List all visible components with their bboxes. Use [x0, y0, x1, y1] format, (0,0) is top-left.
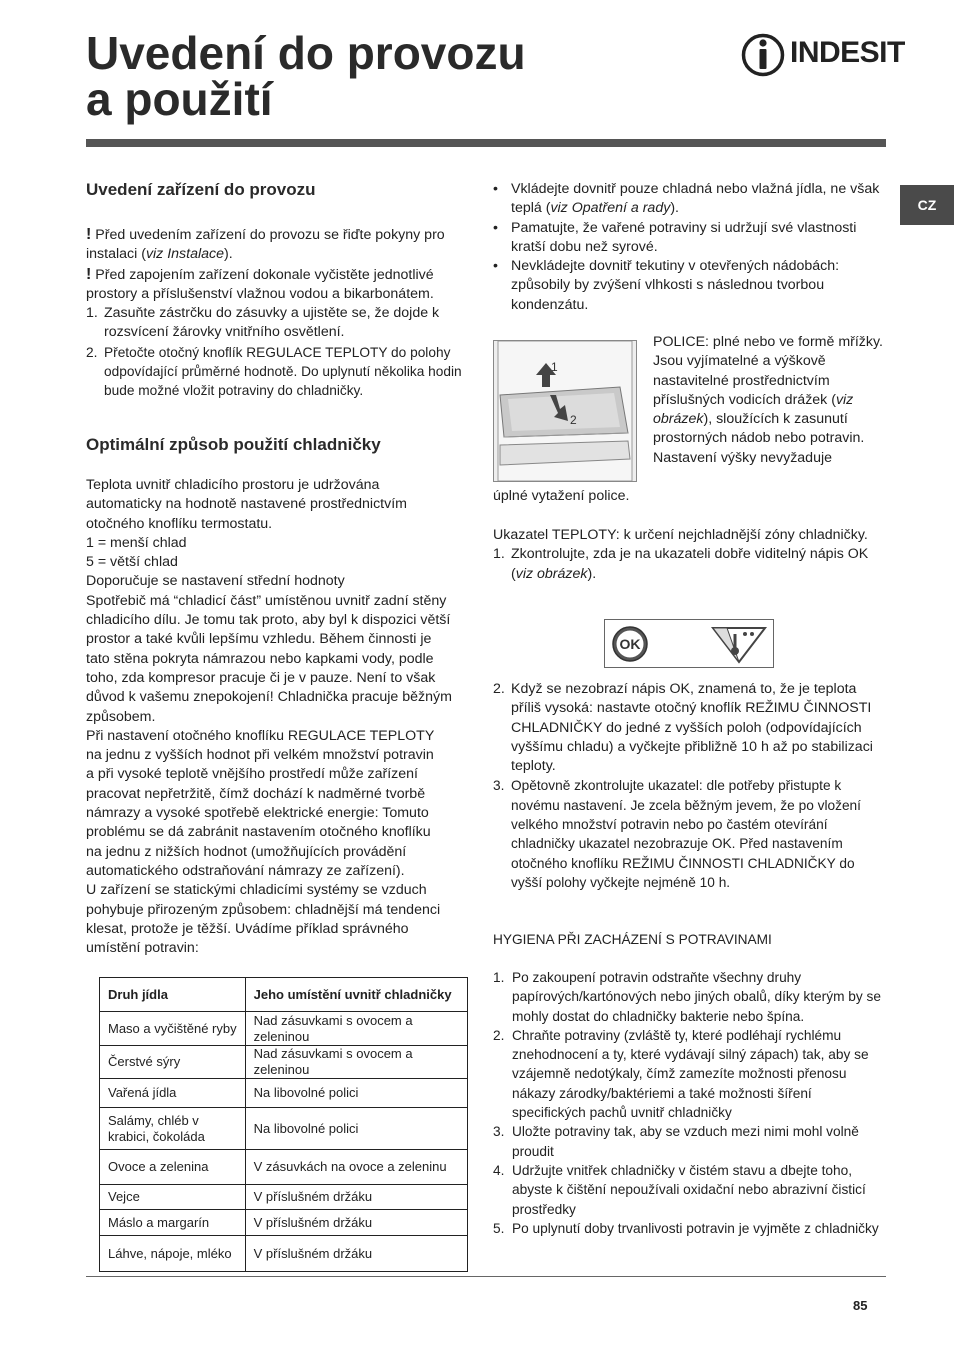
police-text [653, 333, 885, 468]
hygiene-item: 2. Chraňte potraviny (zvláště ty, které podléhají rychlému znehodnocení a ty, které vydávají silný zápach) tak, aby se vzájemně nedotýkaly, čímž zamezíte možnosti přenosu nákazy zárodky/baktériemi a také možnosti šíření specifických pachů uvnitř chladničky [493, 1027, 869, 1121]
table-cell: Na libovolné polici [245, 1079, 467, 1108]
usage-text-line: 1 = menší chlad [86, 534, 187, 551]
startup-step-2: 2. Přetočte otočný knoflík REGULACE TEPLOTY do polohy odpovídající průměrné hodnotě. Do uplynutí několika hodin bude možné vložit potraviny do chladničky. [86, 344, 462, 399]
usage-text-line: automaticky na hodnotě nastavené prostřednictvím [86, 496, 407, 513]
usage-text-line: pohybuje přirozeným způsobem: chladnější má tendenci [86, 901, 441, 918]
ok-label: OK [619, 636, 641, 652]
table-cell: Láhve, nápoje, mléko [100, 1236, 246, 1272]
language-tab: CZ [900, 185, 954, 225]
usage-text [86, 476, 486, 958]
usage-text-line: toho, zda kompresor pracuje či je v pauze. Není to však [86, 669, 436, 686]
usage-text-line: Teplota uvnitř chladicího prostoru je udržována [86, 477, 380, 493]
table-cell: Vejce [100, 1185, 246, 1210]
hygiene-item: 4. Udržujte vnitřek chladničky v čistém stavu a dbejte toho, abyste k čištění nepoužívali oxidační nebo abrazivní čisticí prostředky [493, 1162, 866, 1217]
shelf-label-2: 2 [570, 413, 577, 427]
usage-text-line: a při vysoké teplotě vnějšího prostředí může zařízení [86, 766, 418, 783]
ok-badge [613, 627, 647, 661]
hygiene-item: 5. Po uplynutí doby trvanlivosti potravin je vyjměte z chladničky [493, 1220, 879, 1236]
table-cell: V příslušném držáku [245, 1236, 467, 1272]
indicator-step-1: 1. Zkontrolujte, zda je na ukazateli dobře viditelný nápis OK (viz obrázek). [493, 546, 869, 582]
usage-text-line: U zařízení se statickými chladicími systémy se vzduch [86, 882, 427, 899]
hygiene-item: 3. Uložte potraviny tak, aby se vzduch mezi nimi mohl volně proudit [493, 1124, 859, 1159]
thermometer-symbol-icon [713, 628, 765, 662]
indesit-logo [740, 32, 905, 80]
shelf-label-1: 1 [551, 360, 558, 374]
brand-name: INDESIT [790, 36, 905, 69]
police-line-b: Jsou vyjímatelné a výškově nastavitelné prostřednictvím příslušných vodicích drážek (viz obrázek), sloužících k zasunutí prostorných nádob nebo potravin. Nastavení výšky nevyžaduje [653, 353, 865, 466]
shelf-figure [493, 340, 637, 482]
table-row [100, 1236, 468, 1272]
usage-text-line: 5 = větší chlad [86, 554, 178, 571]
header-rule [86, 139, 886, 147]
warning-mark: ! [86, 265, 92, 283]
table-cell: Nad zásuvkami s ovocem a zeleninou [245, 1046, 467, 1079]
usage-text-line: Doporučuje se nastavení střední hodnoty [86, 573, 345, 590]
hygiene-list [493, 968, 885, 1238]
table-header-row [100, 978, 468, 1012]
usage-text-line: Spotřebič má “chladicí část” umístěnou uvnitř zadní stěny [86, 592, 447, 609]
police-line-d: úplné vytažení police. [493, 488, 630, 504]
tip-3: • Nevkládejte dovnitř tekutiny v otevřených nádobách: způsobily by zvýšení vlhkosti s následnou tvorbou kondenzátu. [493, 257, 885, 315]
tip-2: • Pamatujte, že vařené potraviny si udržují své vlastnosti kratší dobu než syrové. [493, 219, 885, 258]
warning-mark: ! [86, 226, 92, 243]
usage-text-line: námrazy a vysoké spotřebě elektrické energie: Tomuto [86, 805, 429, 822]
table-cell: Ovoce a zelenina [100, 1150, 246, 1185]
indicator-steps [493, 680, 885, 892]
usage-text-line: chladicího dílu. Je tomu tak proto, aby byl k dispozici větší [86, 612, 451, 629]
table-cell: Maso a vyčištěné ryby [100, 1012, 246, 1046]
table-row [100, 1046, 468, 1079]
table-header-cell: Druh jídla [100, 978, 246, 1012]
table-row [100, 1012, 468, 1046]
temperature-indicator-figure [604, 619, 774, 668]
table-row [100, 1185, 468, 1210]
usage-text-line: automatického odstraňování námrazy ze zařízení). [86, 862, 405, 879]
table-cell: Čerstvé sýry [100, 1046, 246, 1079]
usage-text-line: na jednu z vyšších hodnot při velkém množství potravin [86, 747, 434, 764]
table-cell: V příslušném držáku [245, 1210, 467, 1236]
page-title-line2: a použití [86, 73, 273, 125]
startup-step-1: 1. Zasuňte zástrčku do zásuvky a ujistěte se, že dojde k rozsvícení žárovky vnitřního osvětlení. [86, 305, 440, 341]
table-cell: Máslo a margarín [100, 1210, 246, 1236]
table-row [100, 1210, 468, 1236]
usage-text-line: tato stěna pokryta námrazou nebo kapkami vody, podle [86, 650, 434, 667]
indicator-intro: Ukazatel TEPLOTY: k určení nejchladnější zóny chladničky. [493, 527, 868, 543]
table-row [100, 1150, 468, 1185]
startup-text [86, 225, 482, 401]
page-number: 85 [853, 1298, 868, 1313]
warning-2: ! Před zapojením zařízení dokonale vyčistěte jednotlivé prostory a příslušenství vlažnou vodou a bikarbonátem. [86, 265, 434, 302]
table-row [100, 1079, 468, 1108]
police-line-a: POLICE: plné nebo ve formě mřížky. [653, 334, 883, 350]
usage-text-line: na jednu z nižších hodnot (umožňujících provádění [86, 843, 407, 860]
page-title [86, 27, 526, 125]
food-placement-table [99, 977, 468, 1272]
usage-text-line: problému se dá zabránit nastavením otočného knoflíku [86, 824, 431, 841]
page-title-line1: Uvedení do provozu [86, 27, 526, 79]
table-cell: Na libovolné polici [245, 1108, 467, 1150]
table-cell: Vařená jídla [100, 1079, 246, 1108]
footer-rule [86, 1276, 886, 1277]
usage-text-line: prostor a také kvůli lepšímu vzhledu. Během činnosti je [86, 631, 432, 648]
warning-1: ! Před uvedením zařízení do provozu se řiďte pokyny pro instalaci (viz Instalace). [86, 226, 445, 263]
table-row [100, 1108, 468, 1150]
section-heading-startup: Uvedení zařízení do provozu [86, 180, 316, 199]
tips-list [493, 180, 885, 315]
table-cell: Salámy, chléb v krabici, čokoláda [100, 1108, 246, 1150]
table-header-cell: Jeho umístění uvnitř chladničky [245, 978, 467, 1012]
usage-text-line: umístění potravin: [86, 940, 199, 957]
hygiene-item: 1. Po zakoupení potravin odstraňte všechny druhy papírových/kartónových nebo jiných obalů, díky kterým by se mohly dostat do chladničky bakterie nebo špína. [493, 970, 881, 1024]
shelf-illustration [494, 341, 636, 481]
hygiene-heading: HYGIENA PŘI ZACHÁZENÍ S POTRAVINAMI [493, 932, 772, 947]
indicator-text [493, 526, 885, 584]
usage-text-line: klesat, protože je těžší. Uvádíme příklad správného [86, 920, 409, 937]
usage-text-line: otočného knoflíku termostatu. [86, 515, 273, 532]
tip-1: • Vkládejte dovnitř pouze chladná nebo vlažná jídla, ne však teplá (viz Opatření a rady). [493, 180, 885, 219]
indicator-step-2: 2. Když se nezobrazí nápis OK, znamená to, že je teplota příliš vysoká: nastavte otočný knoflík REŽIMU ČINNOSTI CHLADNIČKY do jedné z vyšších poloh (odpovídajících vyššímu chladu) a vyčkejte přibližně 10 h až po stabilizaci teploty. [493, 681, 873, 775]
usage-text-line: způsobem. [86, 708, 156, 725]
table-cell: Nad zásuvkami s ovocem a zeleninou [245, 1012, 467, 1046]
usage-text-line: důvod k vašemu znepokojení! Chladnička pracuje běžným [86, 689, 452, 706]
section-heading-usage: Optimální způsob použití chladničky [86, 435, 381, 454]
indesit-i-icon [740, 32, 786, 78]
usage-text-line: Při nastavení otočného knoflíku REGULACE TEPLOTY [86, 727, 435, 744]
table-cell: V zásuvkách na ovoce a zeleninu [245, 1150, 467, 1185]
indicator-step-3: 3. Opětovně zkontrolujte ukazatel: dle potřeby přistupte k novému nastavení. Je zcela běžným jevem, že po vložení velkého množství potravin nebo po častém otevírání chladničky ukazatel nezobrazuje OK. Před nastavením otočného knoflíku REŽIMU ČINNOSTI CHLADNIČKY do vyšší polohy vyčkejte nejméně 10 h. [493, 778, 861, 890]
indicator-illustration [605, 620, 773, 667]
table-cell: V příslušném držáku [245, 1185, 467, 1210]
usage-text-line: pracovat nepřetržitě, čímž dochází k nadměrné tvorbě [86, 785, 426, 802]
